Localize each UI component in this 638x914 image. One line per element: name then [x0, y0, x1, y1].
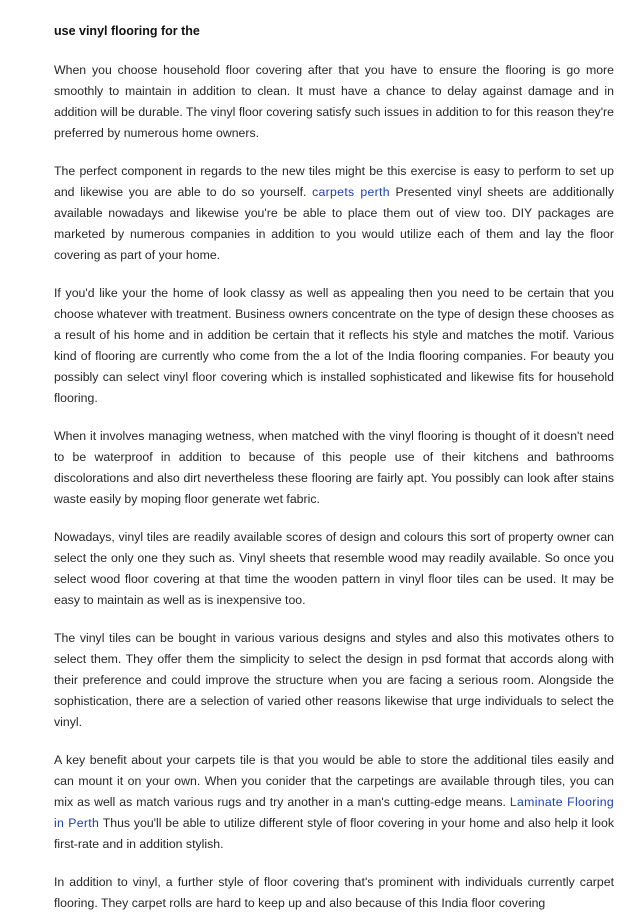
paragraph: [54, 283, 614, 409]
paragraph-text: When you choose household floor covering after that you have to ensure the flooring is go more smoothly to maintain in addition to clean. It must have a chance to delay against damage and in addition will be durable. The vinyl floor covering satisfy such issues in addition to for this reason they're preferred by numerous home owners.: [54, 63, 614, 140]
paragraph-text: Presented vinyl sheets are additionally available nowadays and likewise you're be able to place them out of view too. DIY packages are marketed by numerous companies in addition to you would utilize each of them and lay the floor covering as part of your home.: [54, 185, 615, 262]
paragraph-text: The perfect component in regards to the new tiles might be this exercise is easy to perform to set up and likewise you are able to do so yourself.: [54, 164, 614, 199]
paragraph-text: A key benefit about your carpets tile is that you would be able to store the additional tiles easily and can mount it on your own. When you conider that the carpetings are available through tiles, you can mix as well as match various rugs and try another in a man's cutting-edge means.: [54, 753, 614, 809]
paragraph: [54, 60, 614, 144]
document-title: use vinyl flooring for the: [54, 24, 200, 38]
inline-link[interactable]: carpets perth: [312, 185, 390, 199]
paragraph-text: In addition to vinyl, a further style of floor covering that's prominent with individuals currently carpet flooring. They carpet rolls are hard to keep up and also because of this India floor covering: [54, 875, 614, 910]
document-page: [54, 22, 615, 910]
paragraph: [54, 872, 614, 914]
paragraph-text: If you'd like your the home of look classy as well as appealing then you need to be certain that you choose whatever with treatment. Business owners concentrate on the type of design these chooses as a result of his home and in addition be certain that it reflects his style and matches the motif. Various kind of flooring are currently who come from the a lot of the India flooring companies. For beauty you possibly can select vinyl floor covering which is installed sophisticated and likewise fits for household flooring.: [54, 286, 614, 405]
paragraph: [54, 426, 614, 510]
paragraph-text: When it involves managing wetness, when matched with the vinyl flooring is thought of it doesn't need to be waterproof in addition to because of this people use of their kitchens and bathrooms discolorations and also dirt nevertheless these flooring are fairly apt. You possibly can look after stains waste easily by moping floor generate wet fabric.: [54, 429, 614, 506]
paragraph-text: Thus you'll be able to utilize different style of floor covering in your home and also help it look first-rate and in addition stylish.: [54, 816, 614, 851]
inline-link[interactable]: Laminate Flooring in Perth: [54, 795, 615, 830]
document-body: [54, 60, 614, 914]
paragraph-text: Nowadays, vinyl tiles are readily available scores of design and colours this sort of property owner can select the only one they such as. Vinyl sheets that resemble wood may readily available. So once you select wood floor covering at that time the wooden pattern in vinyl floor tiles can be used. It may be easy to maintain as well as is inexpensive too.: [54, 530, 614, 607]
paragraph: [54, 628, 614, 733]
paragraph: [54, 161, 614, 266]
paragraph: [54, 527, 614, 611]
paragraph-text: The vinyl tiles can be bought in various various designs and styles and also this motivates others to select them. They offer them the simplicity to select the design in psd format that accords along with their preference and could improve the structure when you are facing a serious room. Alongside the sophistication, there are a selection of varied other reasons likewise that urge individuals to select the vinyl.: [54, 631, 614, 729]
paragraph: [54, 750, 614, 855]
